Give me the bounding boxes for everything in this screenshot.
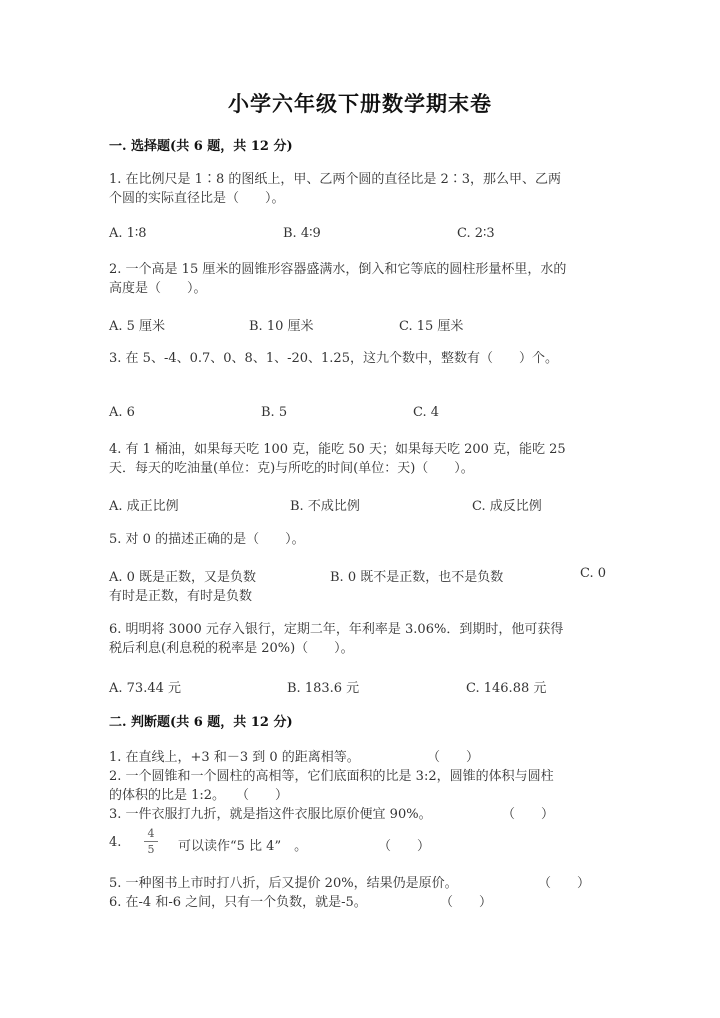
option-a: A. 0 既是正数，又是负数	[109, 570, 257, 585]
option-c: C. 成反比例	[472, 499, 542, 514]
answer-blank: （ ）	[538, 876, 591, 891]
question-text-cont: 高度是（ ）。	[109, 281, 207, 296]
question-6	[109, 620, 609, 658]
tf-item-6: 6. 在-4 和-6 之间，只有一个负数，就是-5。	[109, 895, 367, 910]
question-text: 3. 在 5、-4、0.7、0、8、1、-20、1.25，这九个数中，整数有（ ）个。	[109, 351, 558, 366]
fraction-bar	[144, 841, 158, 842]
answer-blank: （ ）	[502, 807, 555, 822]
question-4	[109, 440, 609, 478]
tf-item-1: 1. 在直线上，+3 和－3 到 0 的距离相等。	[109, 750, 360, 765]
fraction-denominator: 5	[147, 843, 155, 856]
tf-item-2: 2. 一个圆锥和一个圆柱的高相等，它们底面积的比是 3:2，圆锥的体积与圆柱	[109, 769, 554, 784]
answer-blank: （ ）	[440, 895, 493, 910]
option-b: B. 10 厘米	[249, 319, 314, 334]
tf-item-2-cont: 的体积的比是 1:2。	[109, 788, 226, 803]
option-b: B. 0 既不是正数，也不是负数	[330, 570, 504, 585]
option-a: A. 5 厘米	[109, 319, 166, 334]
tf-item-3: 3. 一件衣服打九折，就是指这件衣服比原价便宜 90%。	[109, 807, 432, 822]
question-5	[109, 530, 609, 549]
question-text: 4. 有 1 桶油，如果每天吃 100 克，能吃 50 天；如果每天吃 200 克，能吃 25	[109, 442, 566, 457]
question-text: 1. 在比例尺是 1∶8 的图纸上，甲、乙两个圆的直径比是 2∶3，那么甲、乙两	[109, 172, 562, 187]
section-heading-true-false: 二. 判断题(共 6 题，共 12 分)	[109, 715, 293, 730]
question-2	[109, 260, 609, 298]
question-text-cont: 税后利息(利息税的税率是 20%)（ ）。	[109, 641, 354, 656]
question-1	[109, 170, 609, 208]
tf-item-4-text: 可以读作“5 比 4” 。	[178, 839, 308, 854]
question-text: 2. 一个高是 15 厘米的圆锥形容器盛满水，倒入和它等底的圆柱形量杯里，水的	[109, 262, 567, 277]
option-a: A. 6	[109, 405, 135, 420]
fraction-numerator: 4	[147, 827, 155, 840]
option-c: C. 2∶3	[457, 226, 495, 241]
fraction-four-fifths	[144, 827, 158, 856]
answer-blank: （ ）	[378, 839, 431, 854]
option-c: C. 15 厘米	[399, 319, 464, 334]
page-title: 小学六年级下册数学期末卷	[228, 91, 492, 116]
question-text: 6. 明明将 3000 元存入银行，定期二年，年利率是 3.06%．到期时，他可获得	[109, 622, 564, 637]
option-b: B. 4∶9	[283, 226, 321, 241]
answer-blank: （ ）	[236, 788, 289, 803]
option-a: A. 1∶8	[109, 226, 147, 241]
option-c: C. 4	[413, 405, 440, 420]
tf-item-4-number: 4.	[109, 835, 122, 850]
option-c-continued: 有时是正数，有时是负数	[109, 589, 253, 604]
option-b: B. 183.6 元	[287, 681, 360, 696]
answer-blank: （ ）	[427, 750, 480, 765]
question-text-cont: 天．每天的吃油量(单位：克)与所吃的时间(单位：天)（ ）。	[109, 461, 474, 476]
question-3	[109, 349, 609, 368]
option-a: A. 73.44 元	[109, 681, 182, 696]
question-text-cont: 个圆的实际直径比是（ ）。	[109, 191, 285, 206]
section-heading-multiple-choice: 一. 选择题(共 6 题，共 12 分)	[109, 139, 293, 154]
option-b: B. 不成比例	[290, 499, 360, 514]
tf-item-5: 5. 一种图书上市时打八折，后又提价 20%，结果仍是原价。	[109, 876, 458, 891]
question-text: 5. 对 0 的描述正确的是（ ）。	[109, 532, 305, 547]
option-c: C. 0	[580, 566, 607, 581]
option-b: B. 5	[261, 405, 288, 420]
option-c: C. 146.88 元	[466, 681, 547, 696]
option-a: A. 成正比例	[109, 499, 179, 514]
